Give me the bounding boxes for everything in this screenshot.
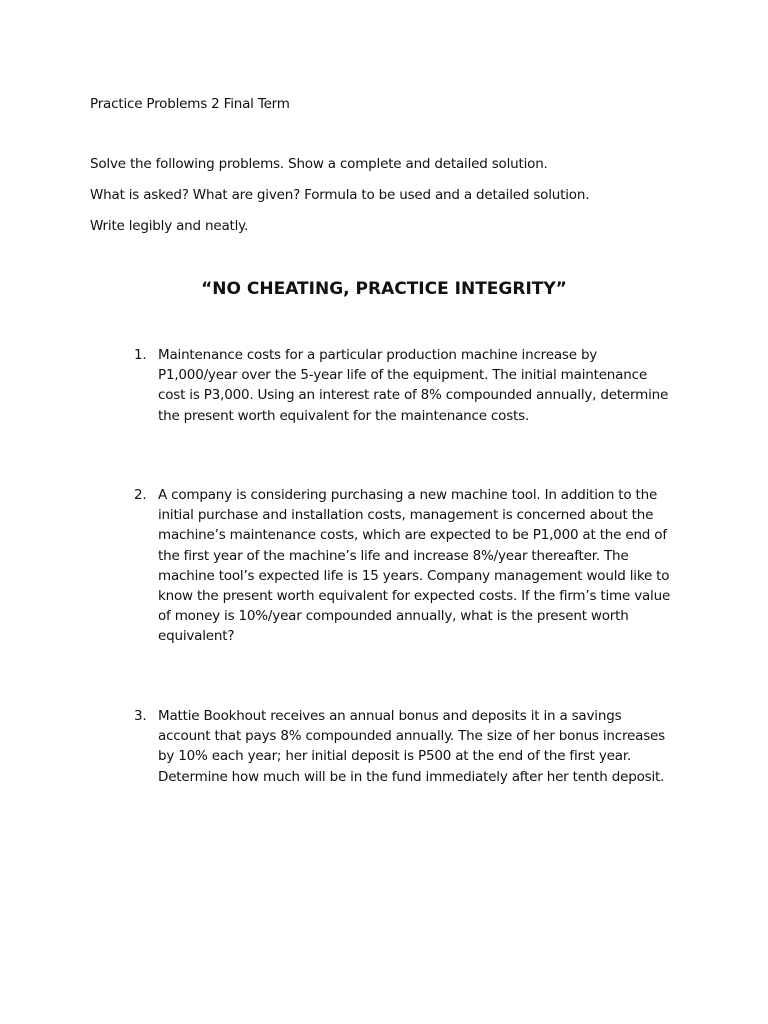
problem-line: by 10% each year; her initial deposit is P500 at the end of the first year. — [158, 748, 632, 765]
instruction-line-3: Write legibly and neatly. — [90, 218, 249, 234]
problem-item-1 — [130, 345, 690, 426]
problem-line: know the present worth equivalent for expected costs. If the firm’s time value — [158, 588, 671, 605]
problem-text — [158, 485, 688, 647]
problem-line: Maintenance costs for a particular production machine increase by — [158, 347, 598, 363]
problem-line: machine tool’s expected life is 15 years. Company management would like to — [158, 567, 670, 584]
problem-line: Determine how much will be in the fund immediately after her tenth deposit. — [158, 768, 665, 785]
problem-line: initial purchase and installation costs, management is concerned about the — [158, 507, 654, 524]
problem-line: account that pays 8% compounded annually. The size of her bonus increases — [158, 728, 665, 745]
document-title: Practice Problems 2 Final Term — [90, 96, 290, 112]
problem-text — [158, 706, 688, 787]
problem-line: Mattie Bookhout receives an annual bonus and deposits it in a savings — [158, 708, 622, 724]
problem-number: 2. — [134, 487, 147, 503]
instruction-line-1: Solve the following problems. Show a complete and detailed solution. — [90, 156, 548, 172]
instruction-line-2: What is asked? What are given? Formula to be used and a detailed solution. — [90, 187, 590, 203]
integrity-motto: “NO CHEATING, PRACTICE INTEGRITY” — [201, 279, 567, 299]
problem-number: 1. — [134, 347, 147, 363]
problem-item-3 — [130, 706, 690, 787]
problem-text — [158, 345, 688, 426]
problem-line: the first year of the machine’s life and increase 8%/year thereafter. The — [158, 547, 629, 564]
problem-item-2 — [130, 485, 690, 647]
problem-line: P1,000/year over the 5-year life of the equipment. The initial maintenance — [158, 367, 647, 384]
problem-line: the present worth equivalent for the maintenance costs. — [158, 407, 530, 424]
problem-line: A company is considering purchasing a new machine tool. In addition to the — [158, 487, 658, 503]
problem-line: equivalent? — [158, 628, 235, 645]
problem-line: of money is 10%/year compounded annually, what is the present worth — [158, 608, 629, 625]
problem-line: machine’s maintenance costs, which are expected to be P1,000 at the end of — [158, 527, 667, 544]
problem-number: 3. — [134, 708, 147, 724]
problem-line: cost is P3,000. Using an interest rate of 8% compounded annually, determine — [158, 387, 669, 404]
